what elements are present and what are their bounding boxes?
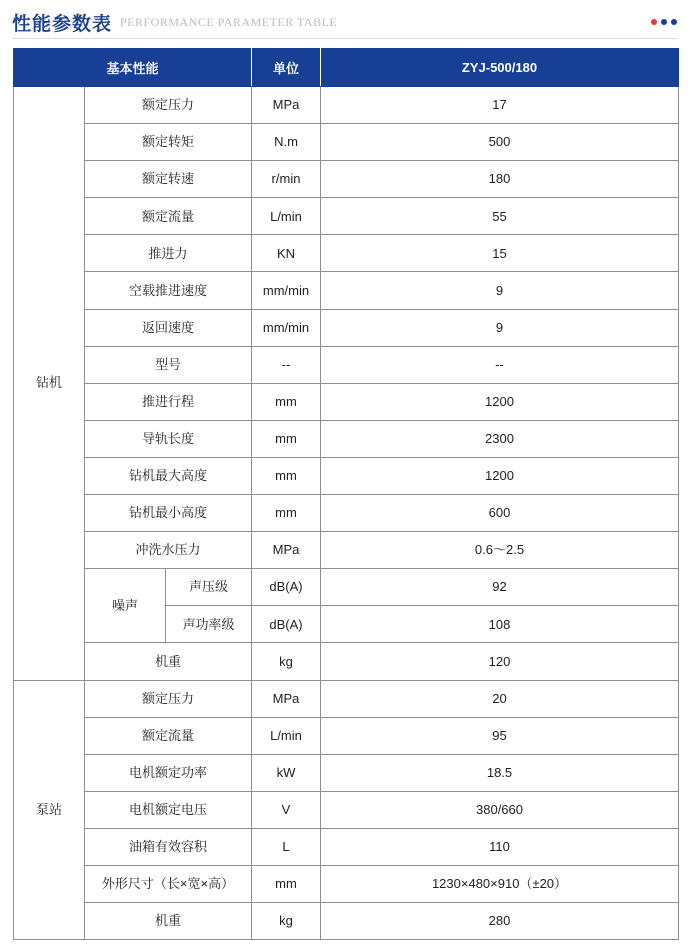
param-name: 声功率级 <box>166 606 252 643</box>
param-unit: MPa <box>252 680 321 717</box>
param-value: 17 <box>321 87 679 124</box>
param-unit: r/min <box>252 161 321 198</box>
param-name: 额定转矩 <box>85 124 252 161</box>
table-row <box>14 272 679 309</box>
param-name: 推进行程 <box>85 383 252 420</box>
param-unit: N.m <box>252 124 321 161</box>
table-row <box>14 865 679 902</box>
param-value: 55 <box>321 198 679 235</box>
param-value: 92 <box>321 569 679 606</box>
table-row <box>14 235 679 272</box>
param-name: 油箱有效容积 <box>85 828 252 865</box>
param-unit: MPa <box>252 87 321 124</box>
table-row <box>14 791 679 828</box>
param-name: 额定流量 <box>85 198 252 235</box>
table-row <box>14 754 679 791</box>
table-row <box>14 717 679 754</box>
param-unit: -- <box>252 346 321 383</box>
table-row <box>14 903 679 940</box>
param-unit: kg <box>252 903 321 940</box>
param-name: 冲洗水压力 <box>85 532 252 569</box>
table-row <box>14 569 679 606</box>
param-value: 20 <box>321 680 679 717</box>
param-value: 600 <box>321 495 679 532</box>
param-value: 1200 <box>321 457 679 494</box>
param-name: 外形尺寸（长×宽×高） <box>85 865 252 902</box>
decorative-dots <box>651 19 681 25</box>
page-title: 性能参数表 <box>12 14 113 35</box>
param-value: 1200 <box>321 383 679 420</box>
param-unit: mm/min <box>252 272 321 309</box>
param-unit: mm/min <box>252 309 321 346</box>
dot-icon <box>661 19 667 25</box>
param-name: 电机额定电压 <box>85 791 252 828</box>
table-row <box>14 87 679 124</box>
table-row <box>14 309 679 346</box>
param-unit: dB(A) <box>252 606 321 643</box>
table-row <box>14 643 679 680</box>
param-value: 2300 <box>321 420 679 457</box>
dot-icon <box>651 19 657 25</box>
param-name: 额定转速 <box>85 161 252 198</box>
param-unit: KN <box>252 235 321 272</box>
param-unit: V <box>252 791 321 828</box>
param-unit: mm <box>252 420 321 457</box>
param-value: 9 <box>321 272 679 309</box>
header-model: ZYJ-500/180 <box>321 49 679 87</box>
param-value: 18.5 <box>321 754 679 791</box>
param-name: 型号 <box>85 346 252 383</box>
param-name: 空载推进速度 <box>85 272 252 309</box>
param-name: 电机额定功率 <box>85 754 252 791</box>
page-header <box>0 0 690 44</box>
param-name: 钻机最小高度 <box>85 495 252 532</box>
param-name: 导轨长度 <box>85 420 252 457</box>
param-name: 声压级 <box>166 569 252 606</box>
param-name: 机重 <box>85 903 252 940</box>
table-row <box>14 346 679 383</box>
param-unit: L <box>252 828 321 865</box>
header-unit: 单位 <box>252 49 321 87</box>
table-row <box>14 457 679 494</box>
param-unit: dB(A) <box>252 569 321 606</box>
dot-icon <box>671 19 677 25</box>
param-name: 机重 <box>85 643 252 680</box>
subgroup-label-noise: 噪声 <box>85 569 166 643</box>
param-value: -- <box>321 346 679 383</box>
param-value: 180 <box>321 161 679 198</box>
param-value: 1230×480×910（±20） <box>321 865 679 902</box>
param-name: 额定压力 <box>85 87 252 124</box>
param-unit: mm <box>252 383 321 420</box>
table-header-row <box>14 49 679 87</box>
param-value: 280 <box>321 903 679 940</box>
param-value: 0.6～2.5 <box>321 532 679 569</box>
param-value: 380/660 <box>321 791 679 828</box>
param-name: 额定压力 <box>85 680 252 717</box>
param-value: 120 <box>321 643 679 680</box>
param-unit: kW <box>252 754 321 791</box>
param-value: 108 <box>321 606 679 643</box>
param-name: 推进力 <box>85 235 252 272</box>
param-name: 额定流量 <box>85 717 252 754</box>
param-value: 110 <box>321 828 679 865</box>
param-value: 95 <box>321 717 679 754</box>
table-row <box>14 161 679 198</box>
group-label-rig: 钻机 <box>14 87 85 681</box>
table-row <box>14 495 679 532</box>
header-divider <box>12 38 678 39</box>
param-unit: L/min <box>252 717 321 754</box>
param-value: 9 <box>321 309 679 346</box>
page-subtitle: PERFORMANCE PARAMETER TABLE <box>120 15 338 29</box>
param-unit: kg <box>252 643 321 680</box>
table-row <box>14 198 679 235</box>
param-value: 500 <box>321 124 679 161</box>
header-basic: 基本性能 <box>14 49 252 87</box>
parameter-table <box>13 48 679 940</box>
table-row <box>14 420 679 457</box>
param-unit: mm <box>252 865 321 902</box>
param-name: 钻机最大高度 <box>85 457 252 494</box>
group-label-pump: 泵站 <box>14 680 85 940</box>
table-row <box>14 828 679 865</box>
param-name: 返回速度 <box>85 309 252 346</box>
param-unit: L/min <box>252 198 321 235</box>
param-unit: MPa <box>252 532 321 569</box>
table-row <box>14 383 679 420</box>
param-value: 15 <box>321 235 679 272</box>
table-row <box>14 680 679 717</box>
table-row <box>14 532 679 569</box>
table-row <box>14 124 679 161</box>
param-unit: mm <box>252 495 321 532</box>
param-unit: mm <box>252 457 321 494</box>
